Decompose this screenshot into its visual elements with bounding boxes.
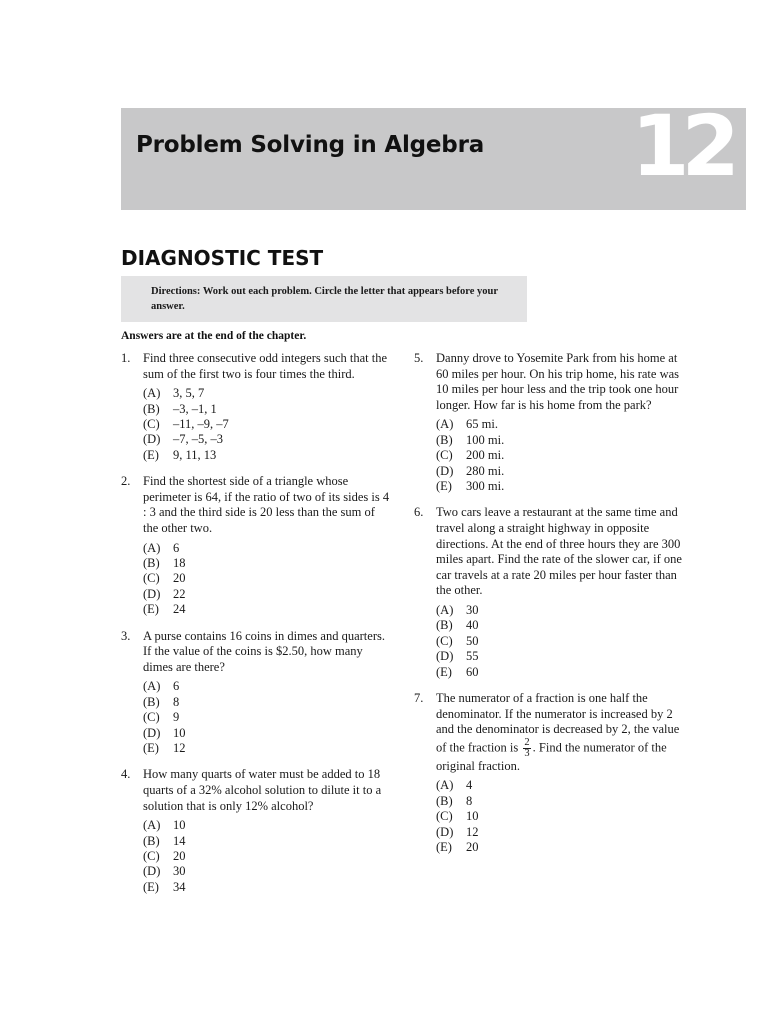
answers-note: Answers are at the end of the chapter. <box>121 330 307 342</box>
choice-value: 20 <box>173 849 186 864</box>
choice-letter: (C) <box>436 809 453 824</box>
question-number: 3. <box>121 628 131 643</box>
question-4 <box>121 767 391 895</box>
question-number: 4. <box>121 767 131 782</box>
answer-choice[interactable] <box>143 880 391 895</box>
choice-value: 14 <box>173 833 186 848</box>
question-text: Find the shortest side of a triangle whose perimeter is 64, if the ratio of two of its sides is 4 : 3 and the third side is 20 less than the sum of the other two. <box>143 474 390 535</box>
choice-value: 60 <box>466 664 479 679</box>
choice-letter: (E) <box>436 479 452 493</box>
chapter-number: 12 <box>631 97 732 195</box>
choice-value: 6 <box>173 679 180 694</box>
choice-value: 10 <box>173 725 186 740</box>
choice-letter: (A) <box>143 540 161 555</box>
question-5 <box>414 351 686 494</box>
answer-choice[interactable] <box>143 726 391 741</box>
choice-letter: (B) <box>436 793 453 808</box>
choice-value: 20 <box>173 571 186 586</box>
directions-box <box>121 276 527 322</box>
right-column <box>414 351 686 866</box>
section-heading: DIAGNOSTIC TEST <box>121 246 324 270</box>
choice-letter: (B) <box>436 618 453 633</box>
choice-letter: (A) <box>436 778 454 793</box>
answer-choice[interactable] <box>436 448 686 463</box>
choice-letter: (C) <box>143 710 160 725</box>
choice-value: 10 <box>466 809 479 824</box>
choice-letter: (D) <box>436 463 454 478</box>
choice-value: 18 <box>173 556 186 570</box>
choice-letter: (E) <box>436 664 452 679</box>
choice-letter: (A) <box>143 679 161 694</box>
choice-value: –11, –9, –7 <box>173 417 229 431</box>
answer-choices <box>143 386 391 463</box>
question-text: Two cars leave a restaurant at the same time and travel along a straight highway in opposite directions. At the end of three hours they are 300 miles apart. Find the rate of the slower car, if one car travels at a rate 20 miles per hour faster than the other. <box>436 505 682 598</box>
chapter-banner <box>121 97 746 210</box>
choice-letter: (C) <box>436 448 453 463</box>
choice-letter: (D) <box>143 864 161 879</box>
choice-letter: (A) <box>143 386 161 401</box>
answer-choices <box>436 417 686 494</box>
fraction <box>523 738 530 759</box>
choice-letter: (E) <box>143 447 159 462</box>
choice-letter: (D) <box>436 824 454 839</box>
choice-letter: (C) <box>143 849 160 864</box>
choice-value: –3, –1, 1 <box>173 401 217 416</box>
choice-value: 9 <box>173 710 180 725</box>
answer-choices <box>143 679 391 756</box>
choice-letter: (D) <box>143 586 161 601</box>
answer-choice[interactable] <box>143 571 391 586</box>
choice-value: 12 <box>173 741 186 756</box>
answer-choice[interactable] <box>143 849 391 864</box>
choice-value: 50 <box>466 633 479 648</box>
question-7 <box>414 691 686 855</box>
choice-letter: (E) <box>143 879 159 894</box>
answer-choice[interactable] <box>436 825 686 840</box>
answer-choice[interactable] <box>436 649 686 664</box>
choice-letter: (C) <box>436 633 453 648</box>
answer-choice[interactable] <box>143 587 391 602</box>
choice-value: 100 mi. <box>466 432 505 447</box>
choice-value: 55 <box>466 649 479 664</box>
answer-choice[interactable] <box>143 602 391 617</box>
answer-choice[interactable] <box>143 679 391 694</box>
choice-value: 65 mi. <box>466 417 498 432</box>
question-2 <box>121 474 391 617</box>
chapter-title: Problem Solving in Algebra <box>136 132 485 158</box>
question-number: 7. <box>414 691 424 705</box>
answer-choice[interactable] <box>436 603 686 618</box>
choice-value: 4 <box>466 778 473 793</box>
answer-choice[interactable] <box>143 402 391 417</box>
answer-choice[interactable] <box>436 417 686 432</box>
choice-value: 30 <box>466 602 479 617</box>
answer-choice[interactable] <box>143 417 391 432</box>
question-text: Find three consecutive odd integers such that the sum of the first two is four times the third. <box>143 351 388 381</box>
question-number: 5. <box>414 351 424 365</box>
choice-letter: (C) <box>143 417 160 431</box>
answer-choice[interactable] <box>143 556 391 571</box>
answer-choices <box>436 778 686 855</box>
choice-letter: (E) <box>143 602 159 617</box>
question-number: 1. <box>121 351 131 365</box>
choice-value: 280 mi. <box>466 463 505 478</box>
choice-value: 30 <box>173 864 186 879</box>
question-text: Danny drove to Yosemite Park from his home at 60 miles per hour. On his trip home, his rate was 10 miles per hour less and the trip took one hour longer. How far is his home from the park? <box>436 351 680 412</box>
answer-choice[interactable] <box>143 432 391 447</box>
question-text: A purse contains 16 coins in dimes and quarters. If the value of the coins is $2.50, how many dimes are there? <box>143 628 385 674</box>
question-text-part: . Find the numerator of the original fraction. <box>436 740 667 773</box>
question-3 <box>121 629 391 757</box>
fraction-numerator: 2 <box>524 736 530 748</box>
choice-value: 20 <box>466 840 479 854</box>
choice-value: 8 <box>466 793 473 808</box>
choice-letter: (B) <box>436 432 453 447</box>
question-text <box>436 691 686 774</box>
choice-letter: (D) <box>143 725 161 740</box>
answer-choice[interactable] <box>436 840 686 855</box>
choice-value: 34 <box>173 879 186 894</box>
answer-choices <box>143 541 391 618</box>
question-number: 2. <box>121 474 131 489</box>
answer-choice[interactable] <box>143 695 391 710</box>
answer-choice[interactable] <box>436 618 686 633</box>
answer-choice[interactable] <box>436 433 686 448</box>
question-6 <box>414 505 686 680</box>
answer-choice[interactable] <box>143 864 391 879</box>
choice-letter: (D) <box>436 649 454 664</box>
left-column <box>121 351 391 906</box>
choice-letter: (D) <box>143 432 161 447</box>
answer-choice[interactable] <box>436 809 686 824</box>
answer-choices <box>143 818 391 895</box>
answer-choice[interactable] <box>143 834 391 849</box>
answer-choices <box>436 603 686 680</box>
choice-value: 6 <box>173 540 180 555</box>
answer-choice[interactable] <box>436 634 686 649</box>
choice-value: 8 <box>173 694 180 709</box>
question-text: How many quarts of water must be added to 18 quarts of a 32% alcohol solution to dilute it to a solution that is only 12% alcohol? <box>143 767 382 813</box>
choice-letter: (A) <box>436 417 454 432</box>
choice-letter: (B) <box>143 556 160 570</box>
choice-letter: (B) <box>143 401 160 416</box>
directions-text: Directions: Work out each problem. Circle the letter that appears before your answer. <box>151 286 498 312</box>
answer-choice[interactable] <box>436 464 686 479</box>
answer-choice[interactable] <box>143 741 391 756</box>
question-number: 6. <box>414 505 424 520</box>
choice-value: –7, –5, –3 <box>173 432 223 447</box>
choice-value: 300 mi. <box>466 479 505 493</box>
choice-letter: (A) <box>436 602 454 617</box>
choice-letter: (E) <box>143 741 159 756</box>
choice-letter: (E) <box>436 840 452 854</box>
choice-value: 9, 11, 13 <box>173 447 217 462</box>
choice-letter: (C) <box>143 571 160 586</box>
answer-choice[interactable] <box>143 541 391 556</box>
choice-value: 12 <box>466 824 479 839</box>
answer-choice[interactable] <box>436 778 686 793</box>
choice-value: 200 mi. <box>466 448 505 463</box>
answer-choice[interactable] <box>436 665 686 680</box>
question-1 <box>121 351 391 463</box>
choice-value: 10 <box>173 818 186 833</box>
choice-letter: (B) <box>143 833 160 848</box>
choice-letter: (A) <box>143 818 161 833</box>
choice-value: 24 <box>173 602 186 617</box>
question-text-part: The numerator of a fraction is one half the denominator. If the numerator is increased by 2 and the denominator is decreased by 2, the value of the fraction is <box>436 691 680 755</box>
answer-choice[interactable] <box>143 818 391 833</box>
answer-choice[interactable] <box>143 386 391 401</box>
choice-value: 22 <box>173 586 186 601</box>
choice-value: 40 <box>466 618 479 633</box>
answer-choice[interactable] <box>436 794 686 809</box>
answer-choice[interactable] <box>143 448 391 463</box>
choice-letter: (B) <box>143 694 160 709</box>
fraction-denominator: 3 <box>524 747 530 759</box>
answer-choice[interactable] <box>436 479 686 494</box>
choice-value: 3, 5, 7 <box>173 386 205 401</box>
answer-choice[interactable] <box>143 710 391 725</box>
